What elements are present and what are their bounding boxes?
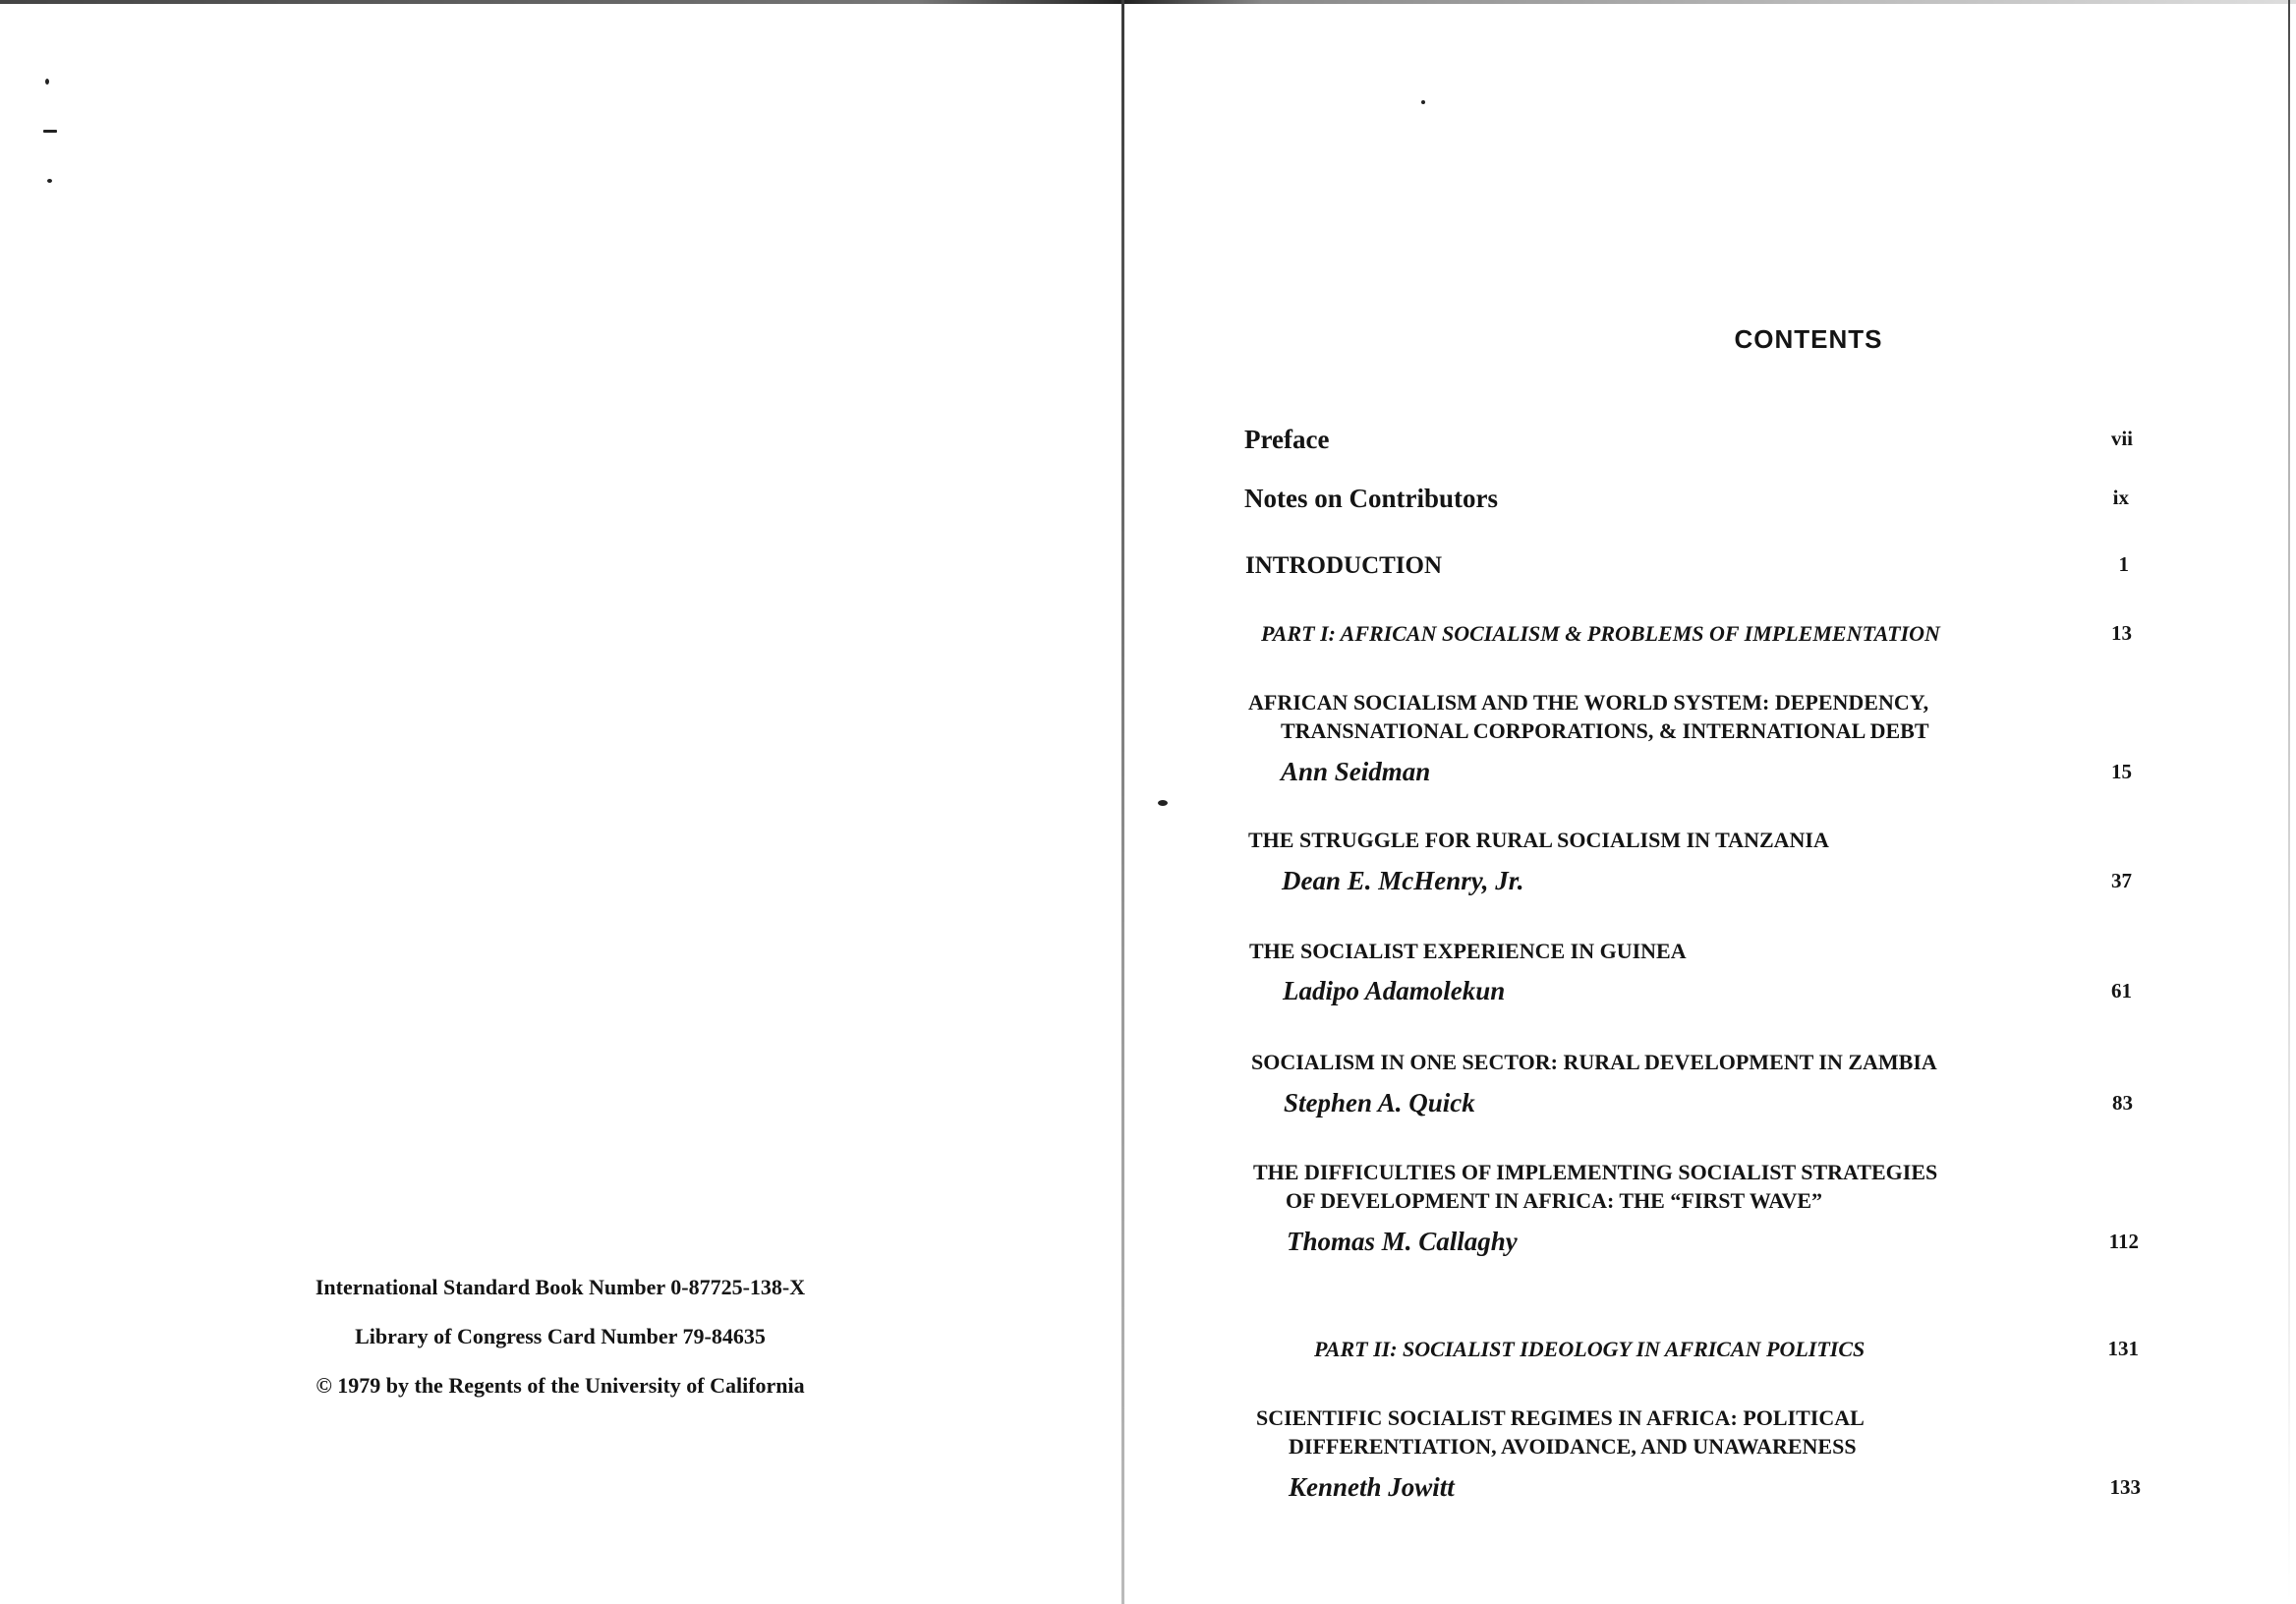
toc-chapter-title-line: THE SOCIALIST EXPERIENCE IN GUINEA [1249,939,1687,963]
toc-chapter-title-line: DIFFERENTIATION, AVOIDANCE, AND UNAWARENESS [1289,1434,1857,1459]
toc-page-number: 15 [2111,760,2132,783]
right-page [1120,0,2296,1604]
toc-chapter-title [1248,826,1829,854]
toc-chapter-author: Dean E. McHenry, Jr. [1282,866,1524,895]
toc-page-number: vii [2110,427,2133,450]
isbn-line: International Standard Book Number 0-87725-138-X [315,1275,806,1299]
toc-chapter-title-line: SOCIALISM IN ONE SECTOR: RURAL DEVELOPMENT IN ZAMBIA [1251,1050,1937,1074]
toc-page-number: 131 [2107,1337,2139,1360]
toc-part-title: PART II: SOCIALIST IDEOLOGY IN AFRICAN POLITICS [1314,1337,1866,1361]
toc [1120,0,2158,1604]
toc-chapter-title-line: THE STRUGGLE FOR RURAL SOCIALISM IN TANZANIA [1248,828,1829,852]
left-page [0,0,1120,1604]
toc-chapter-author: Ann Seidman [1281,757,1431,786]
toc-entry-title: Notes on Contributors [1244,484,1499,513]
toc-chapter-title-line: OF DEVELOPMENT IN AFRICA: THE “FIRST WAVE” [1286,1188,1823,1213]
toc-entry-title: Preface [1244,425,1330,454]
toc-page-number: 61 [2111,979,2132,1002]
toc-chapter-title [1248,688,1929,745]
toc-chapter-title [1253,1158,1937,1215]
contents-heading-text: CONTENTS [1734,324,1883,354]
toc-page-number: ix [2112,486,2129,509]
toc-page-number: 1 [2118,552,2129,576]
copyright-block [246,1276,875,1423]
copyright-line: © 1979 by the Regents of the University of California [316,1373,805,1398]
toc-chapter-author: Ladipo Adamolekun [1283,976,1506,1005]
lccn-line: Library of Congress Card Number 79-84635 [355,1324,766,1348]
toc-chapter-author: Stephen A. Quick [1284,1088,1475,1117]
toc-chapter-title-line: AFRICAN SOCIALISM AND THE WORLD SYSTEM: DEPENDENCY, [1248,690,1929,715]
toc-chapter-title [1249,937,1687,965]
toc-page-number: 133 [2109,1475,2141,1499]
toc-page-number: 83 [2112,1091,2133,1115]
toc-chapter-title [1251,1048,1937,1076]
toc-page-number: 37 [2111,869,2132,892]
toc-chapter-title-line: THE DIFFICULTIES OF IMPLEMENTING SOCIALIST STRATEGIES [1253,1160,1938,1184]
toc-page-number: 13 [2111,621,2132,645]
toc-chapter-author: Thomas M. Callaghy [1287,1227,1518,1256]
toc-page-number: 112 [2108,1230,2139,1253]
toc-chapter-title [1256,1404,1865,1461]
toc-chapter-title-line: TRANSNATIONAL CORPORATIONS, & INTERNATIONAL DEBT [1281,718,1929,743]
toc-chapter-author: Kenneth Jowitt [1289,1472,1455,1502]
toc-part-title: PART I: AFRICAN SOCIALISM & PROBLEMS OF IMPLEMENTATION [1261,621,1940,646]
toc-entry-title: INTRODUCTION [1245,552,1443,579]
toc-chapter-title-line: SCIENTIFIC SOCIALIST REGIMES IN AFRICA: POLITICAL [1256,1405,1865,1430]
